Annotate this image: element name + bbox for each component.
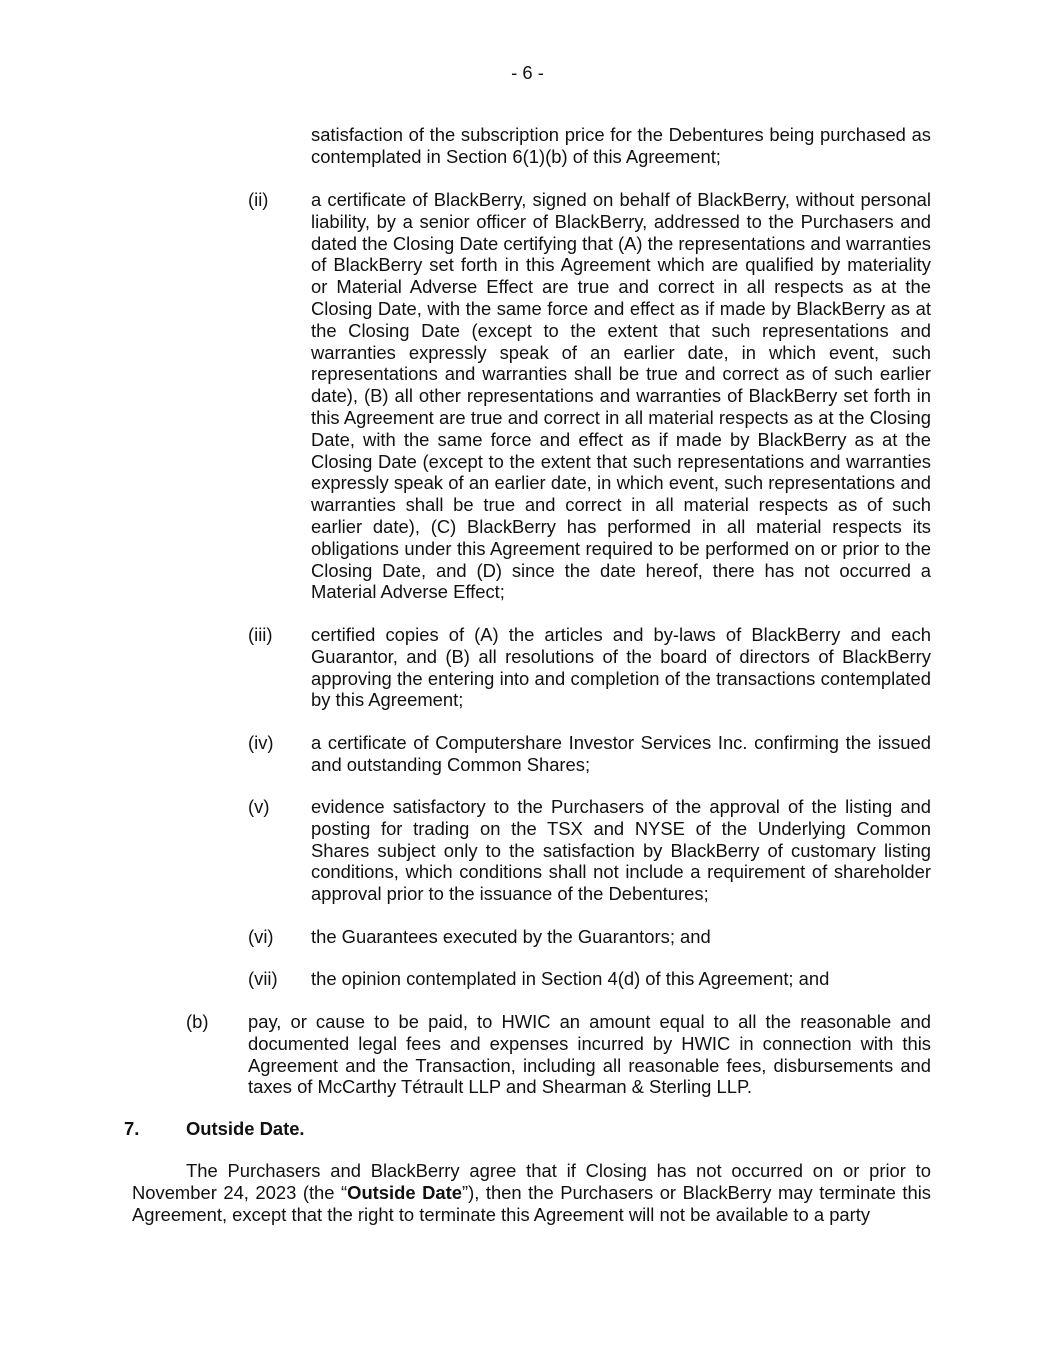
item-label-vii: (vii): [248, 968, 278, 989]
item-text-vi: the Guarantees executed by the Guarantors; and: [311, 926, 711, 947]
page-number: - 6 -: [511, 62, 544, 83]
paragraph-part1: The Purchasers and BlackBerry agree that if Closing has not occurred on or prior to November 24, 2023 (the “: [132, 1160, 931, 1203]
item-text-b: pay, or cause to be paid, to HWIC an amount equal to all the reasonable and documented legal fees and expenses incurred by HWIC in connection with this Agreement and the Transaction, including all reasonable fees, disbursements and taxes of McCarthy Tétrault LLP and Shearman & Sterling LLP.: [248, 1011, 931, 1098]
item-label-vi: (vi): [248, 926, 274, 947]
item-text-ii: a certificate of BlackBerry, signed on behalf of BlackBerry, without personal liability, by a senior officer of BlackBerry, addressed to the Purchasers and dated the Closing Date certifying that (A) the representations and warranties of BlackBerry set forth in this Agreement which are qualified by materiality or Material Adverse Effect are true and correct in all respects as at the Closing Date, with the same force and effect as if made by BlackBerry as at the Closing Date (except to the extent that such representations and warranties expressly speak of an earlier date, in which event, such representations and warranties shall be true and correct as of such earlier date), (B) all other representations and warranties of BlackBerry set forth in this Agreement are true and correct in all material respects as at the Closing Date, with the same force and effect as if made by BlackBerry as at the Closing Date (except to the extent that such representations and warranties expressly speak of an earlier date, in which event, such representations and warranties shall be true and correct in all material respects as of such earlier date), (C) BlackBerry has performed in all material respects its obligations under this Agreement required to be performed on or prior to the Closing Date, and (D) since the date hereof, there has not occurred a Material Adverse Effect;: [311, 189, 931, 603]
section-title: Outside Date.: [186, 1118, 305, 1139]
section-number: 7.: [124, 1118, 140, 1139]
continuation-text: satisfaction of the subscription price for the Debentures being purchased as contemplated in Section 6(1)(b) of this Agreement;: [311, 124, 931, 167]
item-text-iii: certified copies of (A) the articles and by-laws of BlackBerry and each Guarantor, and (B) all resolutions of the board of directors of BlackBerry approving the entering into and completion of the transactions contemplated by this Agreement;: [311, 624, 931, 711]
item-label-iii: (iii): [248, 624, 273, 645]
item-label-iv: (iv): [248, 732, 274, 753]
item-text-iv: a certificate of Computershare Investor Services Inc. confirming the issued and outstanding Common Shares;: [311, 732, 931, 775]
item-text-vii: the opinion contemplated in Section 4(d) of this Agreement; and: [311, 968, 830, 989]
outside-date-paragraph: [132, 1160, 931, 1225]
paragraph-part2: ”), then the Purchasers or BlackBerry may terminate this Agreement, except that the right to terminate this Agreement will not be available to a party: [132, 1181, 932, 1225]
item-label-b: (b): [186, 1011, 209, 1032]
item-text-v: evidence satisfactory to the Purchasers of the approval of the listing and posting for trading on the TSX and NYSE of the Underlying Common Shares subject only to the satisfaction by BlackBerry of customary listing conditions, which conditions shall not include a requirement of shareholder approval prior to the issuance of the Debentures;: [311, 796, 931, 905]
defined-term-outside-date: Outside Date: [347, 1181, 462, 1203]
item-label-ii: (ii): [248, 189, 269, 210]
item-label-v: (v): [248, 796, 270, 817]
